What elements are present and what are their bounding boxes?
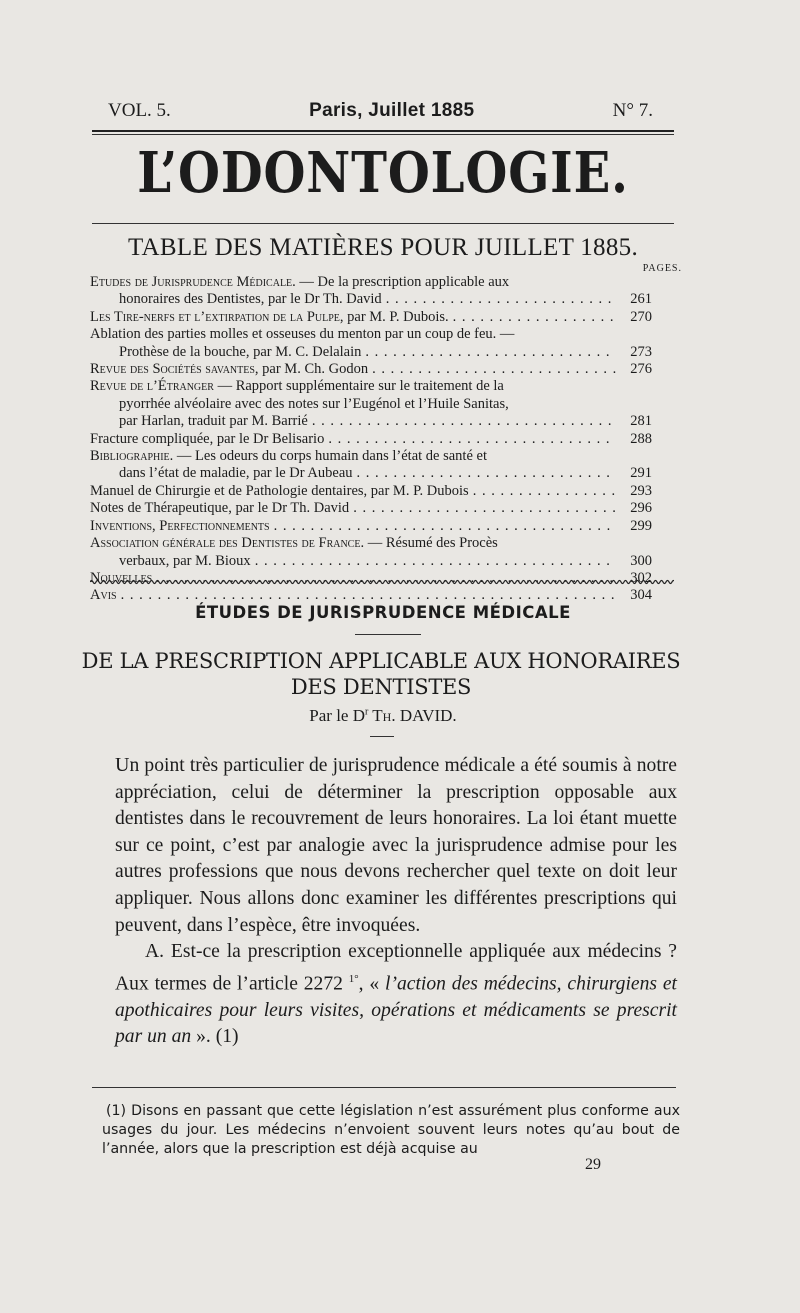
toc-page-number: 302 — [630, 569, 652, 586]
toc-entry-text: Fracture compliquée, par le Dr Belisario — [90, 430, 325, 447]
paragraph: A. Est-ce la prescription exceptionnelle appliquée aux médecins ? Aux termes de l’article 2272 $^{1^\circ}$, « l’action des médecins, chirurgiens et apothicaires pour leurs visites, opérations et médicaments se prescrit par un an ». (1) — [115, 941, 677, 1048]
toc-entry-text: Nouvelles — [90, 569, 153, 586]
article-byline: Par le $D^r$ Th. DAVID. — [309, 706, 457, 725]
toc-entry — [90, 378, 652, 430]
toc-entry-line — [90, 465, 652, 482]
toc-pages-label: PAGES. — [642, 263, 682, 274]
toc-entry-line — [90, 518, 652, 535]
toc-page-number: 276 — [630, 361, 652, 378]
journal-masthead: L’ODONTOLOGIE. — [137, 140, 629, 206]
toc-page-number: 291 — [630, 465, 652, 482]
paragraph: Un point très particulier de jurisprudence médicale a été soumis à notre appréciation, celui de déterminer la prescription opposable aux dentistes dans le recouvrement de leurs honoraires. La loi étant muette sur ce point, c’est par analogie avec la jurisprudence admise pour les autres professions que nous devons rechercher quel texte on doit leur appliquer. Nous allons donc examiner les différentes prescriptions qui peuvent, dans l’espèce, être invoquées. — [115, 754, 677, 936]
toc-page-number: 296 — [630, 500, 652, 517]
toc-page-number: 299 — [630, 517, 652, 534]
toc-entry — [90, 274, 652, 309]
toc-leader-dots — [312, 413, 616, 430]
toc-page-number: 300 — [630, 552, 652, 569]
toc-entry-text: dans l’état de maladie, par le Dr Aubeau — [119, 465, 353, 482]
toc-page-number: 281 — [630, 413, 652, 430]
toc-leader-dots — [357, 465, 616, 482]
toc-entry-text: Bibliographie. — Les odeurs du corps humain dans l’état de santé et — [90, 448, 487, 465]
toc-entry-line — [90, 553, 652, 570]
toc-entry-text: verbaux, par M. Bioux — [119, 552, 251, 569]
toc-entry-line — [90, 448, 652, 465]
toc-title: TABLE DES MATIÈRES POUR JUILLET 1885. — [127, 234, 639, 261]
masthead-rule — [92, 223, 674, 224]
running-header — [108, 100, 653, 122]
toc-entry — [90, 448, 652, 483]
toc-entry-text: Ablation des parties molles et osseuses du menton par un coup de feu. — — [90, 326, 515, 343]
toc-entry — [90, 500, 652, 517]
toc-entry — [90, 326, 652, 361]
article-title-line: DE LA PRESCRIPTION APPLICABLE AUX HONORAIRES — [81, 649, 681, 673]
toc-entry-line — [90, 500, 652, 517]
wavy-divider — [90, 578, 674, 586]
toc-entry-line — [90, 361, 652, 378]
toc-entry-line — [90, 291, 652, 308]
toc-leader-dots — [328, 431, 616, 448]
toc-leader-dots — [365, 344, 616, 361]
toc-page-number: 270 — [630, 308, 652, 325]
issue-number: N° 7. — [612, 100, 653, 121]
toc-entry-line — [90, 396, 652, 413]
toc-entry-text: Avis — [90, 587, 117, 604]
header-rule-bottom — [92, 134, 674, 135]
toc-page-number: 288 — [630, 430, 652, 447]
toc-entry — [90, 309, 652, 326]
footnote-rule — [92, 1087, 676, 1088]
toc-leader-dots — [386, 291, 616, 308]
toc-leader-dots — [274, 518, 616, 535]
toc-entry-text: Manuel de Chirurgie et de Pathologie dentaires, par M. P. Dubois — [90, 482, 469, 499]
toc-entry-text: Notes de Thérapeutique, par le Dr Th. David — [90, 500, 350, 517]
toc-leader-dots — [453, 309, 616, 326]
toc-leader-dots — [353, 500, 616, 517]
toc-entry-text: Etudes de Jurisprudence Médicale. — De la prescription applicable aux — [90, 274, 510, 290]
toc-entry-line — [90, 413, 652, 430]
toc-entry-text: pyorrhée alvéolaire avec des notes sur l’Eugénol et l’Huile Sanitas, — [119, 395, 509, 412]
toc-entry-text: Revue des Sociétés savantes, par M. Ch. Godon — [90, 361, 369, 378]
table-of-contents — [90, 274, 652, 605]
toc-page-number: 261 — [630, 291, 652, 308]
footnote: (1) Disons en passant que cette législation n’est assurément plus conforme aux usages du jour. Les médecins n’envoient souvent leurs notes qu’au bout de l’année, alors que la prescription est déjà acquise au — [102, 1103, 680, 1157]
toc-entry — [90, 483, 652, 500]
toc-leader-dots — [473, 483, 616, 500]
toc-entry-text: Inventions, Perfectionnements — [90, 517, 270, 534]
toc-entry-line — [90, 274, 652, 291]
issue-date: Paris, Juillet 1885 — [309, 100, 475, 121]
article-title — [80, 648, 682, 700]
article-title-line: DES DENTISTES — [290, 675, 472, 699]
toc-entry-line — [90, 326, 652, 343]
toc-entry — [90, 518, 652, 535]
toc-entry — [90, 535, 652, 570]
toc-entry-line — [90, 431, 652, 448]
toc-page-number: 273 — [630, 343, 652, 360]
header-rule-top — [92, 130, 674, 132]
article-body — [115, 752, 677, 1051]
toc-entry-text: Association générale des Dentistes de France. — Résumé des Procès — [90, 535, 498, 552]
toc-leader-dots — [255, 553, 616, 570]
toc-entry-text: Revue de l’Étranger — Rapport supplémentaire sur le traitement de la — [90, 378, 504, 395]
toc-entry-text: Prothèse de la bouche, par M. C. Delalain — [119, 343, 362, 360]
toc-entry — [90, 431, 652, 448]
toc-page-number: 293 — [630, 482, 652, 499]
toc-leader-dots — [372, 361, 616, 378]
toc-entry-text: Les Tire-nerfs et l’extirpation de la Pulpe, par M. P. Dubois. — [90, 308, 449, 325]
toc-entry-line — [90, 344, 652, 361]
toc-entry-line — [90, 378, 652, 395]
page-number: 29 — [585, 1156, 601, 1173]
toc-entry-line — [90, 483, 652, 500]
toc-entry-line — [90, 309, 652, 326]
toc-entry — [90, 361, 652, 378]
toc-entry-line — [90, 535, 652, 552]
volume-label: VOL. 5. — [108, 100, 171, 121]
byline-rule — [370, 736, 394, 737]
section-title: ÉTUDES DE JURISPRUDENCE MÉDICALE — [195, 603, 571, 622]
toc-entry-text: honoraires des Dentistes, par le Dr Th. David — [119, 291, 382, 308]
section-rule — [355, 634, 421, 635]
toc-page-number: 304 — [630, 587, 652, 604]
toc-entry-text: par Harlan, traduit par M. Barrié — [119, 413, 308, 430]
